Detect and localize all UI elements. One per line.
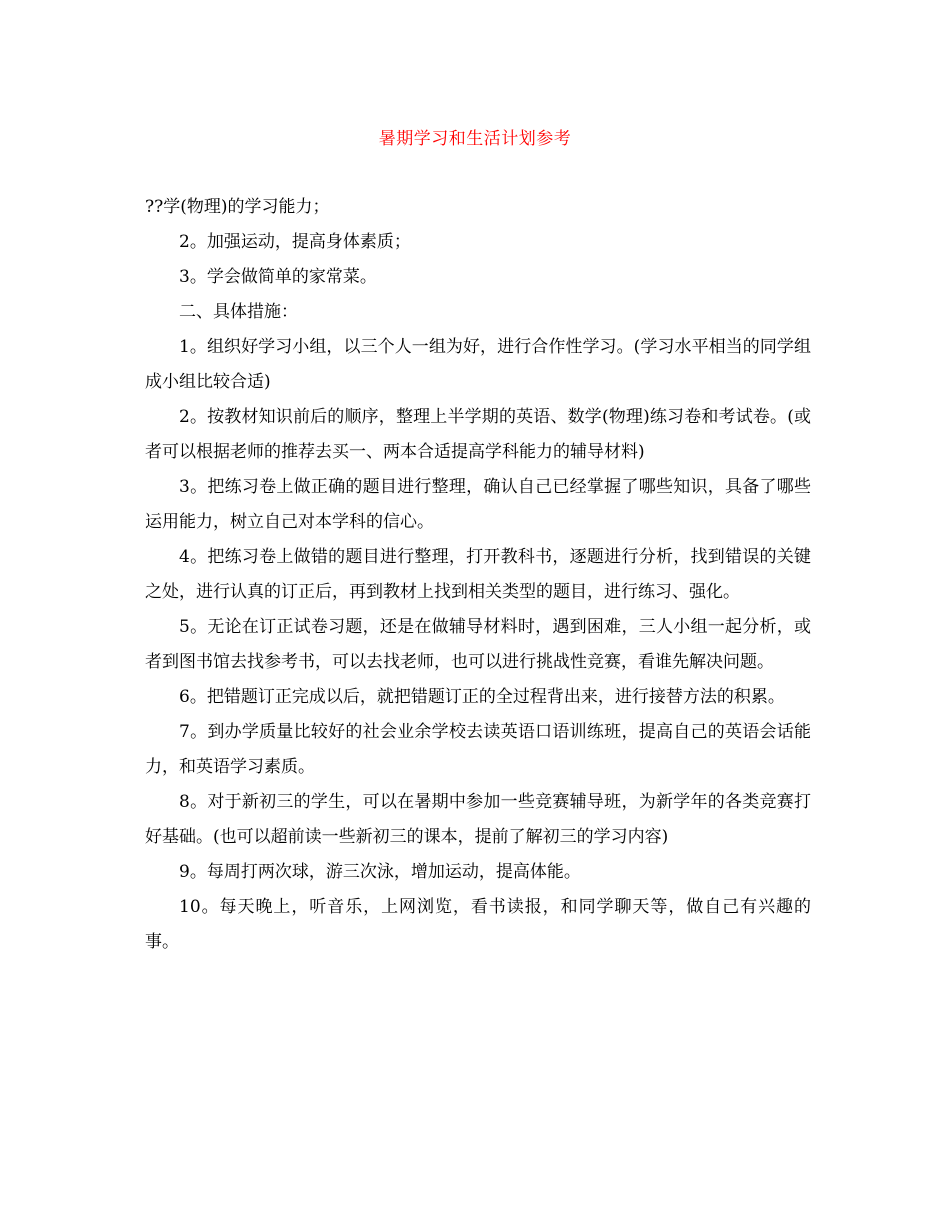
document-body — [145, 190, 811, 960]
paragraph-goal-2: 2。加强运动，提高身体素质； — [179, 232, 411, 252]
paragraph-goal-3: 3。学会做简单的家常菜。 — [179, 267, 377, 287]
paragraph-measure-7: 7。到办学质量比较好的社会业余学校去读英语口语训练班，提高自己的英语会话能力，和英语学习素质。 — [145, 722, 811, 777]
paragraph-measure-3: 3。把练习卷上做正确的题目进行整理，确认自己已经掌握了哪些知识，具备了哪些运用能力，树立自己对本学科的信心。 — [145, 477, 811, 532]
section-heading-measures: 二、具体措施： — [179, 302, 298, 322]
paragraph-measure-10: 10。每天晚上，听音乐，上网浏览，看书读报，和同学聊天等，做自己有兴趣的事。 — [145, 897, 811, 952]
paragraph-measure-8: 8。对于新初三的学生，可以在暑期中参加一些竞赛辅导班，为新学年的各类竞赛打好基础。(也可以超前读一些新初三的课本，提前了解初三的学习内容) — [145, 792, 811, 847]
paragraph-continuation: ??学(物理)的学习能力； — [145, 197, 330, 217]
paragraph-measure-2: 2。按教材知识前后的顺序，整理上半学期的英语、数学(物理)练习卷和考试卷。(或者可以根据老师的推荐去买一、两本合适提高学科能力的辅导材料) — [145, 407, 811, 462]
paragraph-measure-9: 9。每周打两次球，游三次泳，增加运动，提高体能。 — [179, 862, 581, 882]
paragraph-measure-4: 4。把练习卷上做错的题目进行整理，打开教科书，逐题进行分析，找到错误的关键之处，进行认真的订正后，再到教材上找到相关类型的题目，进行练习、强化。 — [145, 547, 811, 602]
paragraph-measure-1: 1。组织好学习小组，以三个人一组为好，进行合作性学习。(学习水平相当的同学组成小组比较合适) — [145, 337, 811, 392]
document-title: 暑期学习和生活计划参考 — [378, 129, 572, 149]
paragraph-measure-6: 6。把错题订正完成以后，就把错题订正的全过程背出来，进行接替方法的积累。 — [179, 687, 785, 707]
paragraph-measure-5: 5。无论在订正试卷习题，还是在做辅导材料时，遇到困难，三人小组一起分析，或者到图书馆去找参考书，可以去找老师，也可以进行挑战性竞赛，看谁先解决问题。 — [145, 617, 811, 672]
